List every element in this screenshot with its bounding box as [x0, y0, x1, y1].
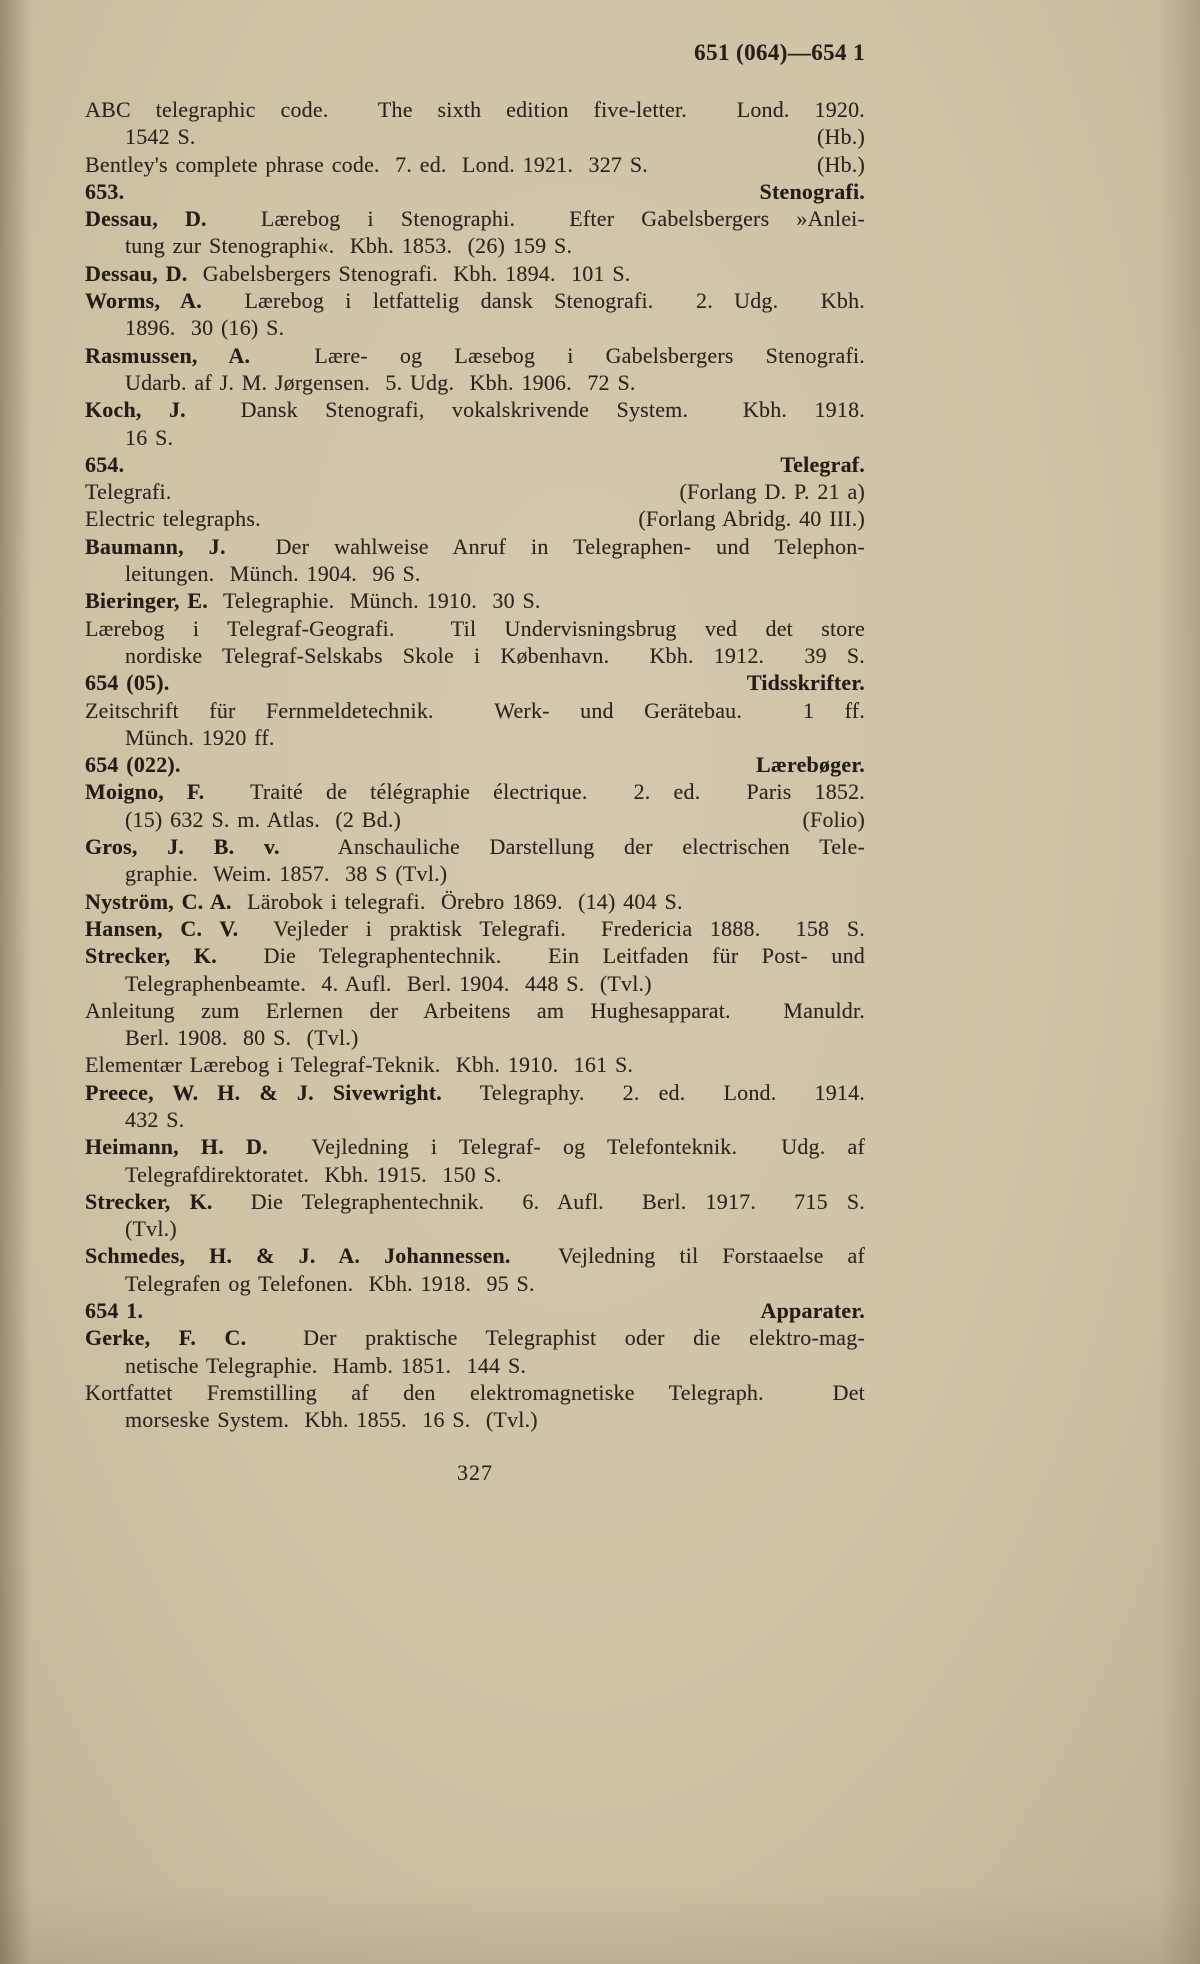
line-left: [85, 1325, 865, 1350]
section-heading-line: [85, 669, 865, 696]
line-text: Telegraphenbeamte. 4. Aufl. Berl. 1904. 448 S. (Tvl.): [125, 970, 652, 996]
line-text: Telegrafdirektoratet. Kbh. 1915. 150 S.: [125, 1161, 502, 1187]
line-left: [85, 698, 865, 723]
section-title: Telegraf.: [780, 451, 865, 477]
line-text: Dansk Stenografi, vokalskrivende System. Kbh. 1918.: [185, 397, 865, 423]
bibliography-line: [85, 1242, 865, 1269]
line-text: ABC telegraphic code. The sixth edition five-letter. Lond. 1920.: [85, 97, 865, 122]
line-left: [125, 725, 275, 750]
line-left: [85, 1380, 865, 1405]
text-block: [85, 96, 865, 1434]
bibliography-line: [85, 260, 865, 287]
line-left: [85, 478, 172, 505]
author-name: Strecker, K.: [85, 943, 217, 969]
section-title: Apparater.: [760, 1298, 865, 1324]
section-heading-line: [85, 1297, 865, 1324]
line-text: Telegraphy. 2. ed. Lond. 1914.: [442, 1079, 866, 1105]
line-left: [85, 998, 865, 1023]
line-text: 432 S.: [125, 1106, 185, 1132]
bibliography-line: [85, 314, 865, 341]
author-name: Hansen, C. V.: [85, 915, 239, 941]
line-left: [125, 971, 652, 996]
line-left: [125, 370, 636, 395]
bibliography-line: [85, 997, 865, 1024]
section-heading-line: [85, 178, 865, 205]
author-name: Strecker, K.: [85, 1188, 213, 1214]
bibliography-line: [85, 1188, 865, 1215]
line-left: [85, 616, 865, 641]
bibliography-line: [85, 478, 865, 505]
bibliography-line: [85, 151, 865, 178]
line-text: Gabelsbergers Stenografi. Kbh. 1894. 101 S.: [187, 260, 631, 286]
line-left: [125, 233, 572, 258]
bibliography-line: [85, 970, 865, 997]
bibliography-line: [85, 778, 865, 805]
bibliography-line: [85, 287, 865, 314]
author-name: Gerke, F. C.: [85, 1325, 247, 1351]
bibliography-line: [85, 205, 865, 232]
line-left: [85, 834, 865, 859]
line-left: [125, 1271, 535, 1296]
line-left: [85, 779, 865, 804]
line-left: [85, 1134, 865, 1159]
bibliography-line: [85, 1024, 865, 1051]
author-name: Worms, A.: [85, 288, 202, 314]
line-left: [85, 1052, 633, 1077]
line-right-note: (Forlang D. P. 21 a): [679, 479, 865, 505]
line-left: [125, 1353, 526, 1378]
line-right-note: (Folio): [802, 806, 865, 832]
line-text: 1542 S.: [125, 124, 196, 150]
line-text: Vejledning i Telegraf- og Telefonteknik. Udg. af: [267, 1134, 866, 1160]
bibliography-line: [85, 96, 865, 123]
line-text: Telegraphie. Münch. 1910. 30 S.: [207, 588, 541, 614]
bibliography-line: [85, 1133, 865, 1160]
bibliography-line: [85, 942, 865, 969]
line-text: Zeitschrift für Fernmeldetechnik. Werk- und Gerätebau. 1 ff.: [85, 697, 865, 723]
line-text: Lærebog i Telegraf-Geografi. Til Undervisningsbrug ved det store: [85, 615, 865, 641]
line-text: Telegrafen og Telefonen. Kbh. 1918. 95 S.: [125, 1270, 535, 1296]
line-text: Udarb. af J. M. Jørgensen. 5. Udg. Kbh. 1906. 72 S.: [125, 369, 636, 395]
section-number: 654 (05).: [85, 670, 170, 696]
line-left: [85, 397, 865, 422]
bibliography-line: [85, 642, 865, 669]
section-title: Stenografi.: [759, 178, 865, 204]
bibliography-line: [85, 615, 865, 642]
line-text: leitungen. Münch. 1904. 96 S.: [125, 561, 421, 587]
bibliography-line: [85, 560, 865, 587]
author-name: Schmedes, H. & J. A. Johannessen.: [85, 1243, 511, 1269]
line-text: (Tvl.): [125, 1216, 177, 1242]
line-left: [125, 561, 421, 586]
line-text: Der praktische Telegraphist oder die elektro-mag-: [246, 1325, 866, 1351]
line-left: [85, 1189, 865, 1214]
line-left: [85, 916, 865, 941]
author-name: Heimann, H. D.: [85, 1134, 268, 1160]
line-text: Lärobok i telegrafi. Örebro 1869. (14) 404 S.: [231, 888, 683, 914]
line-left: [85, 178, 124, 205]
line-text: morseske System. Kbh. 1855. 16 S. (Tvl.): [125, 1407, 538, 1433]
section-number: 654 (022).: [85, 752, 181, 778]
line-left: [85, 451, 124, 478]
line-right-note: (Hb.): [816, 151, 865, 177]
bibliography-line: [85, 123, 865, 150]
line-left: [85, 261, 631, 286]
bibliography-line: [85, 533, 865, 560]
line-text: Bentley's complete phrase code. 7. ed. Lond. 1921. 327 S.: [85, 151, 648, 177]
bibliography-line: [85, 697, 865, 724]
section-title: Tidsskrifter.: [746, 670, 865, 696]
author-name: Gros, J. B. v.: [85, 834, 280, 860]
author-name: Bieringer, E.: [85, 588, 208, 614]
line-left: [125, 1407, 538, 1432]
line-text: Anschauliche Darstellung der electrischen Tele-: [279, 834, 865, 860]
line-left: [85, 206, 865, 231]
bibliography-line: [85, 587, 865, 614]
line-text: Die Telegraphentechnik. 6. Aufl. Berl. 1917. 715 S.: [212, 1188, 865, 1214]
line-left: [125, 425, 173, 450]
line-text: Kortfattet Fremstilling af den elektromagnetiske Telegraph. Det: [85, 1379, 865, 1405]
page-header-classification: 651 (064)—654 1: [694, 40, 865, 65]
line-left: [125, 643, 865, 668]
line-left: [85, 343, 865, 368]
line-left: [85, 534, 865, 559]
line-text: tung zur Stenographi«. Kbh. 1853. (26) 159 S.: [125, 233, 573, 259]
line-text: graphie. Weim. 1857. 38 S (Tvl.): [125, 861, 448, 887]
line-text: Anleitung zum Erlernen der Arbeitens am Hughesapparat. Manuldr.: [85, 997, 865, 1023]
line-right-note: (Hb.): [816, 124, 865, 150]
line-text: Münch. 1920 ff.: [125, 724, 275, 750]
line-text: Vejledning til Forstaaelse af: [510, 1243, 865, 1269]
line-left: [85, 943, 865, 968]
line-left: [85, 669, 169, 696]
section-number: 654 1.: [85, 1298, 144, 1324]
line-text: nordiske Telegraf-Selskabs Skole i København. Kbh. 1912. 39 S.: [125, 642, 865, 668]
line-text: 1896. 30 (16) S.: [125, 315, 285, 341]
bibliography-line: [85, 1079, 865, 1106]
line-text: 16 S.: [125, 424, 174, 450]
line-left: [125, 123, 196, 150]
bibliography-line: [85, 1270, 865, 1297]
author-name: Rasmussen, A.: [85, 342, 251, 368]
bibliography-line: [85, 342, 865, 369]
line-left: [85, 97, 865, 122]
page-number: 327: [457, 1460, 493, 1485]
bibliography-line: [85, 424, 865, 451]
bibliography-line: [85, 396, 865, 423]
line-left: [85, 505, 261, 532]
line-left: [85, 1080, 865, 1105]
author-name: Moigno, F.: [85, 779, 205, 805]
bibliography-line: [85, 860, 865, 887]
bibliography-line: [85, 1406, 865, 1433]
line-left: [125, 1162, 502, 1187]
bibliography-line: [85, 1352, 865, 1379]
bibliography-line: [85, 888, 865, 915]
line-left: [125, 861, 447, 886]
line-left: [125, 1216, 177, 1241]
line-left: [125, 806, 401, 833]
author-name: Preece, W. H. & J. Sivewright.: [85, 1079, 442, 1105]
bibliography-line: [85, 1051, 865, 1078]
line-left: [85, 889, 683, 914]
line-text: Lærebog i letfattelig dansk Stenografi. 2. Udg. Kbh.: [201, 288, 865, 314]
bibliography-line: [85, 232, 865, 259]
line-left: [85, 288, 865, 313]
line-text: Die Telegraphentechnik. Ein Leitfaden für Post- und: [216, 943, 865, 969]
line-text: Telegrafi.: [85, 479, 172, 505]
line-text: Traité de télégraphie électrique. 2. ed. Paris 1852.: [204, 779, 865, 805]
line-left: [85, 588, 541, 613]
line-text: Electric telegraphs.: [85, 506, 261, 532]
line-left: [85, 1243, 865, 1268]
author-name: Koch, J.: [85, 397, 186, 423]
line-left: [85, 751, 181, 778]
line-text: Lærebog i Stenographi. Efter Gabelsbergers »Anlei-: [206, 206, 865, 232]
bibliography-line: [85, 1379, 865, 1406]
line-left: [125, 315, 284, 340]
bibliography-line: [85, 1324, 865, 1351]
section-heading-line: [85, 751, 865, 778]
section-number: 654.: [85, 451, 125, 477]
line-left: [125, 1025, 359, 1050]
line-left: [85, 1297, 143, 1324]
bibliography-line: [85, 724, 865, 751]
bibliography-line: [85, 505, 865, 532]
line-text: Vejleder i praktisk Telegrafi. Fredericia 1888. 158 S.: [238, 915, 865, 941]
author-name: Dessau, D.: [85, 206, 207, 232]
bibliography-line: [85, 369, 865, 396]
bibliography-line: [85, 806, 865, 833]
line-left: [125, 1107, 184, 1132]
line-text: Der wahlweise Anruf in Telegraphen- und Telephon-: [225, 533, 866, 559]
line-text: netische Telegraphie. Hamb. 1851. 144 S.: [125, 1352, 527, 1378]
bibliography-line: [85, 1106, 865, 1133]
section-heading-line: [85, 451, 865, 478]
section-number: 653.: [85, 178, 125, 204]
line-text: Elementær Lærebog i Telegraf-Teknik. Kbh. 1910. 161 S.: [85, 1052, 634, 1078]
bibliography-line: [85, 1161, 865, 1188]
author-name: Dessau, D.: [85, 260, 188, 286]
line-text: Lære- og Læsebog i Gabelsbergers Stenografi.: [250, 342, 865, 368]
line-right-note: (Forlang Abridg. 40 III.): [638, 506, 865, 532]
author-name: Nyström, C. A.: [85, 888, 232, 914]
bibliography-line: [85, 1215, 865, 1242]
line-left: [85, 151, 648, 178]
line-text: (15) 632 S. m. Atlas. (2 Bd.): [125, 806, 402, 832]
line-text: Berl. 1908. 80 S. (Tvl.): [125, 1025, 359, 1051]
bibliography-line: [85, 915, 865, 942]
author-name: Baumann, J.: [85, 533, 226, 559]
section-title: Lærebøger.: [756, 752, 865, 778]
bibliography-line: [85, 833, 865, 860]
